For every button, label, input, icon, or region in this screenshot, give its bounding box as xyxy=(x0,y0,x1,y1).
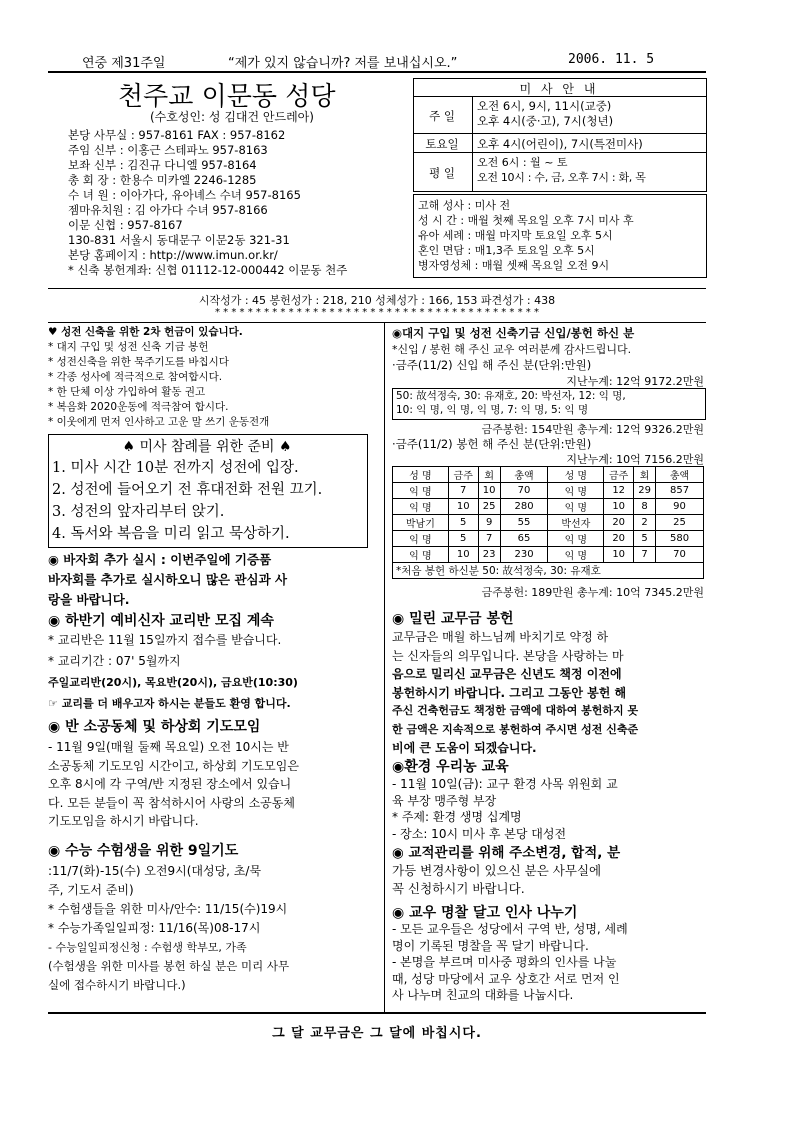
table-cell: 익 명 xyxy=(393,499,449,515)
table-cell: 10 xyxy=(604,499,634,515)
donor-line: 50: 故석정숙, 30: 유재호, 20: 박선자, 12: 익 명, xyxy=(396,390,626,402)
table-row xyxy=(393,499,704,515)
table-cell: 25 xyxy=(656,515,704,531)
table-row xyxy=(393,483,704,499)
prayer-meeting-title: ◉ 반 소공동체 및 하상회 기도모임 xyxy=(48,719,261,735)
mass-prep-list xyxy=(52,457,322,545)
table-cell: 20 xyxy=(604,515,634,531)
table-cell: 90 xyxy=(656,499,704,515)
catechism-details xyxy=(48,630,298,714)
contact-line: 보좌 신부 : 김진규 다니엘 957-8164 xyxy=(68,158,257,172)
dues-line: 주신 건축헌금도 책정한 금액에 대하여 봉헌하지 못 xyxy=(392,704,639,717)
table-cell: 230 xyxy=(500,547,548,563)
name-tag-line: 때, 성당 마당에서 교우 상호간 서로 먼저 인 xyxy=(392,971,620,986)
donor-line: 10: 익 명, 익 명, 익 명, 7: 익 명, 5: 익 명 xyxy=(396,404,589,416)
footer-rule xyxy=(48,1012,706,1014)
catechism-line: 주일교리반(20시), 목요반(20시), 금요반(10:30) xyxy=(48,676,298,689)
construction-notice xyxy=(48,325,269,430)
bazaar-line: 랑을 바랍니다. xyxy=(48,592,130,607)
table-header-row xyxy=(393,467,704,483)
sacraments-list xyxy=(418,198,634,273)
sacrament-line: 혼인 면담 : 매1,3주 토요일 오후 5시 xyxy=(418,244,595,257)
dues-details xyxy=(392,628,638,758)
table-cell: 12 xyxy=(604,483,634,499)
contact-line: 젬마유치원 : 김 아가다 수녀 957-8166 xyxy=(68,203,268,217)
prep-item: 1. 미사 시간 10분 전까지 성전에 입장. xyxy=(52,460,299,476)
table-row xyxy=(393,515,704,531)
land-fund-title: ◉대지 구입 및 성전 신축기금 신입/봉헌 하신 분 xyxy=(392,326,635,340)
first-offer-cell: *처음 봉헌 하신분 50: 故석정숙, 30: 유재호 xyxy=(393,563,704,579)
star-divider: * * * * * * * * * * * * * * * * * * * * * * * * * * * * * * * * * * * * * * * * xyxy=(215,307,539,318)
prep-item: 2. 성전에 들어오기 전 휴대전화 전원 끄기. xyxy=(52,482,323,498)
parish-patron: (수호성인: 성 김대건 안드레아) xyxy=(150,110,314,124)
table-cell: 23 xyxy=(478,547,500,563)
table-cell: 10 xyxy=(448,499,478,515)
table-row xyxy=(393,531,704,547)
table-cell: 5 xyxy=(634,531,656,547)
contact-line: 주임 신부 : 이홍근 스테파노 957-8163 xyxy=(68,143,268,157)
mass-prep-title: ♠ 미사 참례를 위한 준비 ♠ xyxy=(122,439,292,455)
dues-line: 교무금은 매월 하느님께 바치기로 약정 하 xyxy=(392,630,609,644)
prayer-meeting-details xyxy=(48,738,299,831)
week-label: 연중 제31주일 xyxy=(82,56,166,71)
exam-line: - 수능일일피정신청 : 수험생 학부모, 가족 xyxy=(48,941,247,954)
table-cell: 10 xyxy=(604,547,634,563)
sacrament-line: 성 시 간 : 매월 첫째 목요일 오후 7시 미사 후 xyxy=(418,214,634,227)
table-cell: 7 xyxy=(634,547,656,563)
offering-table xyxy=(392,466,704,579)
bazaar-notice xyxy=(48,550,287,610)
prep-item: 3. 성전의 앞자리부터 앉기. xyxy=(52,504,225,520)
prayer-line: 다. 모든 분들이 꼭 참석하시어 사랑의 소공동체 xyxy=(48,795,295,810)
table-cell: 박선자 xyxy=(548,515,604,531)
table-cell: 25 xyxy=(478,499,500,515)
notice-line: * 각종 성사에 적극적으로 참여합시다. xyxy=(48,371,223,383)
contact-line: 총 회 장 : 한용수 미카엘 2246-1285 xyxy=(68,173,257,187)
prayer-line: 기도모임을 하시기 바랍니다. xyxy=(48,814,199,828)
table-cell: 29 xyxy=(634,483,656,499)
exam-line: :11/7(화)-15(수) 오전9시(대성당, 초/묵 xyxy=(48,864,262,878)
env-line: 육 부장 맹주형 부장 xyxy=(392,793,497,808)
table-cell: 857 xyxy=(656,483,704,499)
catechism-line: * 교리기간 : 07' 5월까지 xyxy=(48,654,181,668)
prayer-line: 소공동체 기도모임 시간이고, 하상회 기도모임은 xyxy=(48,758,299,773)
contact-line: 본당 사무실 : 957-8161 FAX : 957-8162 xyxy=(68,128,286,142)
notice-line: * 대지 구입 및 성전 신축 기금 봉헌 xyxy=(48,341,209,353)
column-header: 총액 xyxy=(656,467,704,483)
table-cell: 10 xyxy=(448,547,478,563)
parish-contacts xyxy=(68,128,347,278)
column-header: 총액 xyxy=(500,467,548,483)
table-cell: 20 xyxy=(604,531,634,547)
contact-line: 수 녀 원 : 이아가다, 유아녜스 수녀 957-8165 xyxy=(68,188,301,202)
prep-item: 4. 독서와 복음을 미리 읽고 묵상하기. xyxy=(52,526,290,542)
table-cell: 70 xyxy=(500,483,548,499)
table-cell: 익 명 xyxy=(393,547,449,563)
env-line: * 주제: 환경 생명 십계명 xyxy=(392,810,522,824)
new-donors-list xyxy=(396,389,626,417)
exam-line: (수험생을 위한 미사를 봉헌 하실 분은 미리 사무 xyxy=(48,959,290,973)
table-cell: 10 xyxy=(478,483,500,499)
name-tag-line: 명이 기록된 명찰을 꼭 달기 바랍니다. xyxy=(392,938,589,953)
table-cell: 익 명 xyxy=(393,483,449,499)
notice-line: * 성전신축을 위한 묵주기도를 바칩시다 xyxy=(48,356,229,368)
registry-notice xyxy=(392,844,620,898)
table-cell: 익 명 xyxy=(548,499,604,515)
column-header: 금주 xyxy=(448,467,478,483)
mass-time: 오전 6시 : 월 ~ 토 xyxy=(477,156,568,169)
exam-line: 실에 접수하시기 바랍니다.) xyxy=(48,978,186,992)
table-cell: 박남기 xyxy=(393,515,449,531)
dues-line: 비에 큰 도움이 되겠습니다. xyxy=(392,741,537,755)
mass-weekday-label: 평 일 xyxy=(429,166,455,180)
name-tag-line: 사 나누며 친교의 대화를 나눕시다. xyxy=(392,988,574,1002)
mass-saturday-times: 오후 4시(어린이), 7시(특전미사) xyxy=(477,137,643,151)
week-offer-label: ·금주(11/2) 봉헌 해 주신 분(단위:만원) xyxy=(392,437,592,451)
registry-line: 꼭 신청하시기 바랍니다. xyxy=(392,881,525,896)
table-cell: 280 xyxy=(500,499,548,515)
column-header: 성 명 xyxy=(548,467,604,483)
table-cell: 580 xyxy=(656,531,704,547)
header-quote: “제가 있지 않습니까? 저를 보내십시오.” xyxy=(228,56,458,71)
footer-slogan: 그 달 교무금은 그 달에 바칩시다. xyxy=(272,1026,482,1041)
dues-line: 한 금액은 지속적으로 봉헌하여 주시면 성전 신축준 xyxy=(392,722,639,736)
mass-time: 오전 10시 : 수, 금, 오후 7시 : 화, 목 xyxy=(477,171,646,184)
table-cell: 익 명 xyxy=(548,531,604,547)
table-cell: 5 xyxy=(448,531,478,547)
table-cell: 7 xyxy=(478,531,500,547)
notice-line: * 이웃에게 먼저 인사하고 고운 말 쓰기 운동전개 xyxy=(48,416,270,428)
notice-line: ♥ 성전 신축을 위한 2차 헌금이 있습니다. xyxy=(48,326,243,338)
exam-line: 주, 기도서 준비) xyxy=(48,883,134,897)
table-cell: 70 xyxy=(656,547,704,563)
parish-name: 천주교 이문동 성당 xyxy=(118,82,336,112)
notice-line: * 한 단체 이상 가입하여 활동 권고 xyxy=(48,386,206,398)
column-header: 회 xyxy=(478,467,500,483)
total-offer: 지난누계: 10억 7156.2만원 xyxy=(566,453,704,466)
header-rule xyxy=(48,71,706,73)
offer-sum: 금주봉헌: 189만원 총누계: 10억 7345.2만원 xyxy=(481,586,704,599)
mass-time: 오후 4시(중·고), 7시(청년) xyxy=(477,114,614,128)
name-tag-details xyxy=(392,921,628,1004)
name-tag-line: - 모든 교우들은 성당에서 구역 반, 성명, 세례 xyxy=(392,922,628,936)
table-row xyxy=(393,563,704,579)
week-new-label: ·금주(11/2) 신입 해 주신 분(단위:만원) xyxy=(392,358,592,372)
catechism-line: * 교리반은 11월 15일까지 접수를 받습니다. xyxy=(48,633,282,647)
exam-prayer-details xyxy=(48,862,289,995)
table-cell: 익 명 xyxy=(548,483,604,499)
env-line: - 11월 10일(금): 교구 환경 사목 위원회 교 xyxy=(392,777,618,791)
exam-line: * 수능가족일일피정: 11/16(목)08-17시 xyxy=(48,921,261,935)
table-cell: 5 xyxy=(448,515,478,531)
stats-rule-top xyxy=(48,288,706,289)
env-line: - 장소: 10시 미사 후 본당 대성전 xyxy=(392,826,567,841)
bazaar-line: ◉ 바자회 추가 실시 : 이번주일에 기증품 xyxy=(48,552,272,567)
environment-details xyxy=(392,776,618,842)
prayer-line: - 11월 9일(매월 둘째 목요일) 오전 10시는 반 xyxy=(48,740,289,754)
exam-prayer-title: ◉ 수능 수험생을 위한 9일기도 xyxy=(48,843,239,859)
environment-title: ◉환경 우리농 교육 xyxy=(392,759,509,775)
name-tag-line: - 본명을 부르며 미사중 평화의 인사를 나눌 xyxy=(392,955,617,969)
column-header: 금주 xyxy=(604,467,634,483)
sacrament-line: 고해 성사 : 미사 전 xyxy=(418,199,511,212)
contact-line: 130-831 서울시 동대문구 이문2동 321-31 xyxy=(68,233,290,247)
exam-line: * 수험생들을 위한 미사/안수: 11/15(수)19시 xyxy=(48,902,288,916)
prayer-line: 오후 8시에 각 구역/반 지정된 장소에서 있습니 xyxy=(48,777,292,791)
table-row xyxy=(393,547,704,563)
dues-line: 는 신자들의 의무입니다. 본당을 사랑하는 마 xyxy=(392,648,624,663)
table-cell: 익 명 xyxy=(548,547,604,563)
mass-sunday-label: 주 일 xyxy=(429,109,455,123)
table-cell: 8 xyxy=(634,499,656,515)
catechism-title: ◉ 하반기 예비신자 교리반 모집 계속 xyxy=(48,613,274,629)
name-tag-title: ◉ 교우 명찰 달고 인사 나누기 xyxy=(392,905,578,921)
table-cell: 9 xyxy=(478,515,500,531)
column-divider xyxy=(384,322,385,1012)
hymn-numbers: 시작성가 : 45 봉헌성가 : 218, 210 성체성가 : 166, 153 파견성가 : 438 xyxy=(198,294,556,307)
mass-time: 오전 6시, 9시, 11시(교중) xyxy=(477,99,612,113)
bazaar-line: 바자회를 추가로 실시하오니 많은 관심과 사 xyxy=(48,572,288,587)
mass-title: 미 사 안 내 xyxy=(519,82,599,96)
dues-line: 음으로 밀리신 교무금은 신년도 책정 이전에 xyxy=(392,667,622,681)
stats-rule-bottom xyxy=(48,322,706,323)
total-new: 지난누계: 12억 9172.2만원 xyxy=(566,375,704,388)
table-cell: 65 xyxy=(500,531,548,547)
dues-line: 봉헌하시기 바랍니다. 그리고 그동안 봉헌 해 xyxy=(392,685,627,700)
column-header: 성 명 xyxy=(393,467,449,483)
table-cell: 익 명 xyxy=(393,531,449,547)
dues-title: ◉ 밀린 교무금 봉헌 xyxy=(392,611,514,627)
catechism-line: ☞ 교리를 더 배우고자 하시는 분들도 환영 합니다. xyxy=(48,697,291,710)
new-sum: 금주봉헌: 154만원 총누계: 12억 9326.2만원 xyxy=(481,423,704,436)
land-fund-thanks: *신입 / 봉헌 해 주신 교우 여러분께 감사드립니다. xyxy=(392,343,632,356)
contact-line: * 신축 봉헌계좌: 신협 01112-12-000442 이문동 천주 xyxy=(68,263,348,277)
table-cell: 2 xyxy=(634,515,656,531)
contact-line: 본당 홈페이지 : http://www.imun.or.kr/ xyxy=(68,248,278,262)
sacrament-line: 병자영성체 : 매월 셋째 목요일 오전 9시 xyxy=(418,259,610,272)
column-header: 회 xyxy=(634,467,656,483)
table-cell: 55 xyxy=(500,515,548,531)
bulletin-date: 2006. 11. 5 xyxy=(568,52,655,67)
sacrament-line: 유아 세례 : 매월 마지막 토요일 오후 5시 xyxy=(418,229,613,242)
registry-line: 가등 변경사항이 있으신 분은 사무실에 xyxy=(392,863,602,878)
table-cell: 7 xyxy=(448,483,478,499)
contact-line: 이문 신협 : 957-8167 xyxy=(68,218,183,232)
mass-saturday-label: 토요일 xyxy=(425,137,459,151)
notice-line: * 복음화 2020운동에 적극참여 합시다. xyxy=(48,401,229,413)
registry-line: ◉ 교적관리를 위해 주소변경, 합적, 분 xyxy=(392,845,621,861)
mass-sunday-times xyxy=(477,99,613,129)
mass-weekday-times xyxy=(477,155,646,185)
